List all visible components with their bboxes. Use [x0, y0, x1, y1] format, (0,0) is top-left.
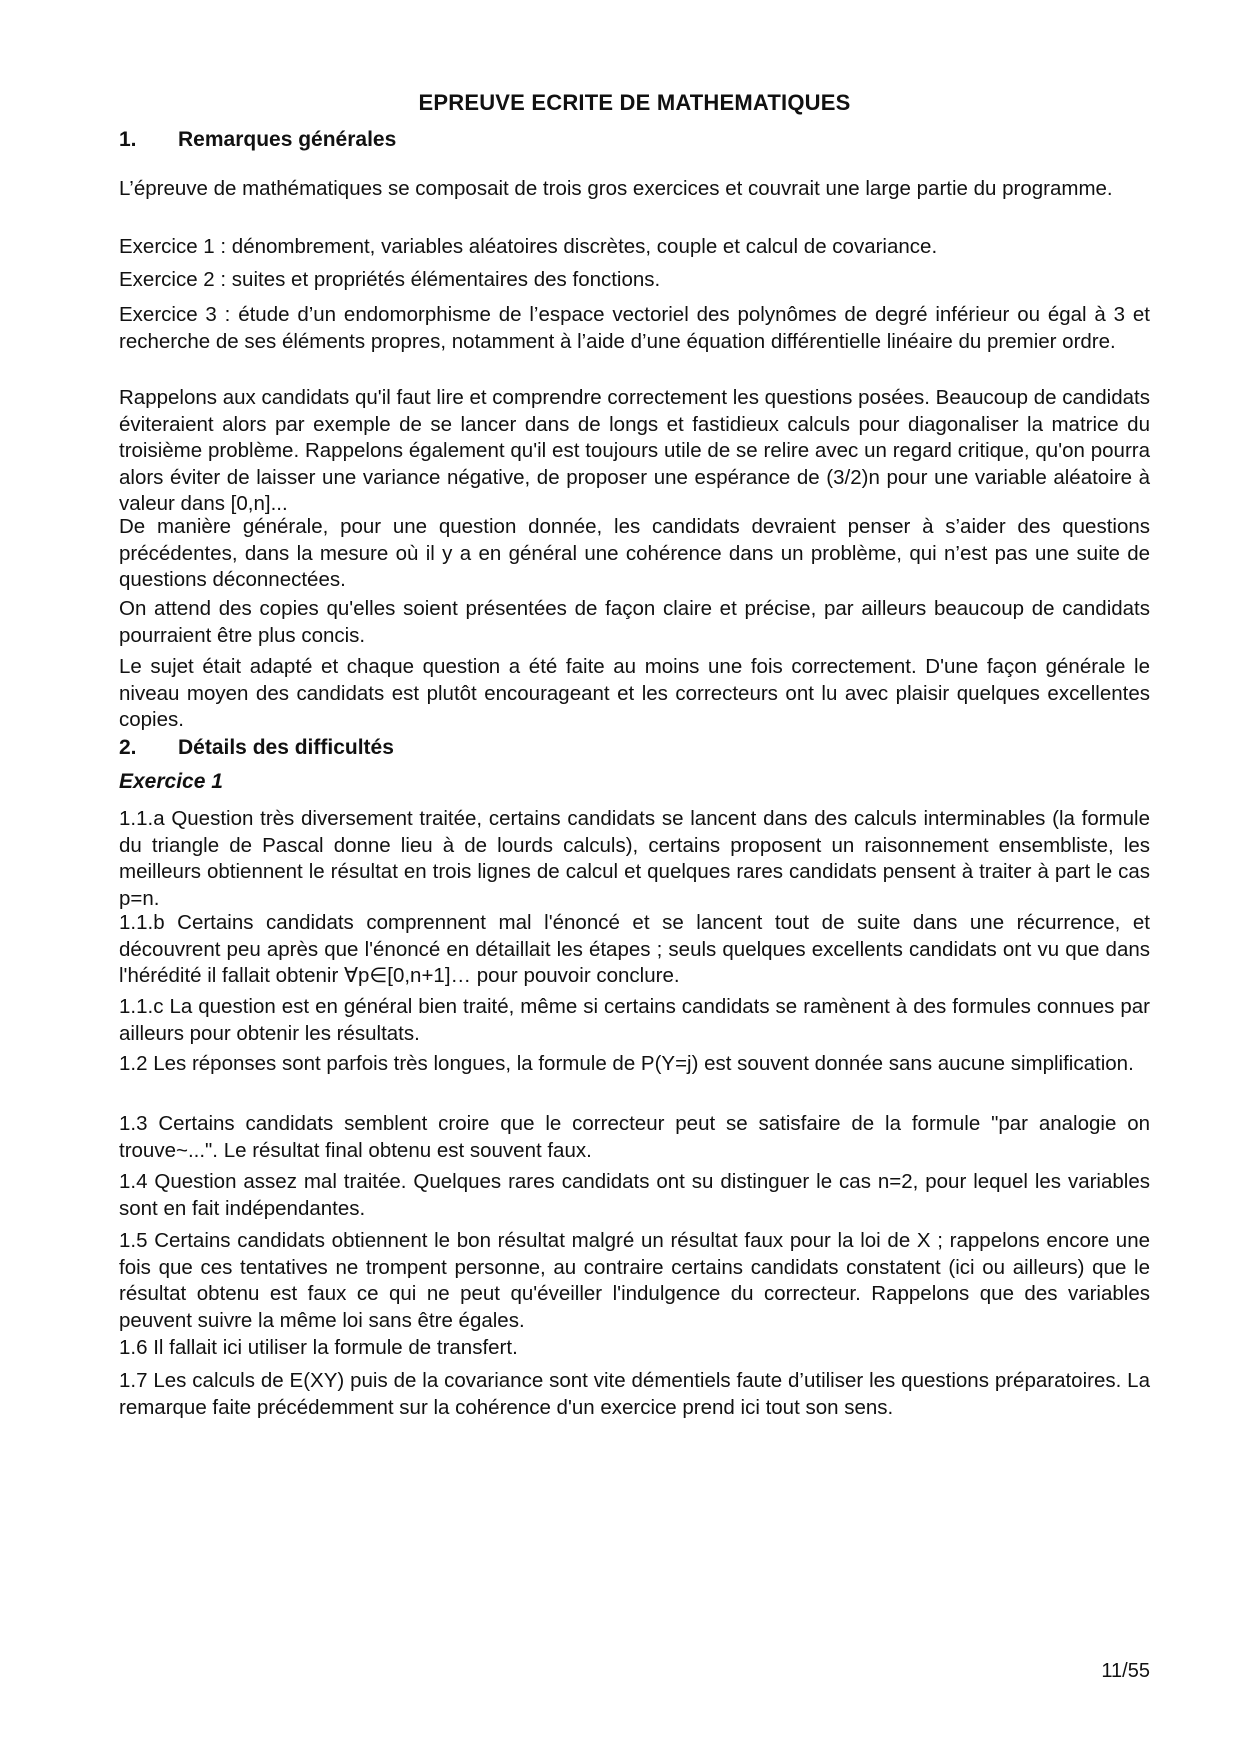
- paragraph-presentation-advice: On attend des copies qu'elles soient présentées de façon claire et précise, par ailleurs beaucoup de candidats pourraient être plus concis.: [119, 597, 1150, 647]
- paragraph-q1-7: 1.7 Les calculs de E(XY) puis de la covariance sont vite démentiels faute d’utiliser les questions préparatoires. La remarque faite précédemment sur la cohérence d'un exercice prend ici tout son sens.: [119, 1369, 1150, 1419]
- paragraph-q1-5: 1.5 Certains candidats obtiennent le bon résultat malgré un résultat faux pour la loi de X ; rappelons encore une fois que ces tentatives ne trompent personne, au contraire certains candidats constatent (ici ou ailleurs) que le résultat obtenu est faux ce qui ne peut qu'éveiller l'indulgence du correcteur. Rappelons que des variables peuvent suivre la même loi sans être égales.: [119, 1229, 1150, 1332]
- section-title: Détails des difficultés: [178, 736, 394, 759]
- section-number: 2.: [119, 736, 137, 759]
- paragraph-exercise3-summary: Exercice 3 : étude d’un endomorphisme de l’espace vectoriel des polynômes de degré inférieur ou égal à 3 et recherche de ses éléments propres, notamment à l’aide d’une équation différentielle linéaire du premier ordre.: [119, 303, 1150, 353]
- paragraph-reading-advice: Rappelons aux candidats qu'il faut lire et comprendre correctement les questions posées. Beaucoup de candidats éviteraient alors par exemple de se lancer dans de longs et fastidieux calculs pour diagonaliser la matrice du troisième problème. Rappelons également qu'il est toujours utile de se relire avec un regard critique, qu'on pourra alors éviter de laisser une variance négative, de proposer une espérance de (3/2)n pour une variable aléatoire à valeur dans [0,n]...: [119, 386, 1150, 515]
- document-title: EPREUVE ECRITE DE MATHEMATIQUES: [418, 90, 851, 115]
- section-title: Remarques générales: [178, 128, 397, 151]
- paragraph-q1-1-c: 1.1.c La question est en général bien traité, même si certains candidats se ramènent à des formules connues par ailleurs pour obtenir les résultats.: [119, 995, 1150, 1045]
- section-number: 1.: [119, 128, 137, 151]
- paragraph-q1-2: 1.2 Les réponses sont parfois très longues, la formule de P(Y=j) est souvent donnée sans aucune simplification.: [119, 1052, 1134, 1075]
- exercise-heading: Exercice 1: [119, 770, 223, 793]
- paragraph-overall-level: Le sujet était adapté et chaque question a été faite au moins une fois correctement. D'une façon générale le niveau moyen des candidats est plutôt encourageant et les correcteurs ont lu avec plaisir quelques excellentes copies.: [119, 655, 1150, 731]
- paragraph-q1-6: 1.6 Il fallait ici utiliser la formule de transfert.: [119, 1336, 518, 1359]
- paragraph-intro: L’épreuve de mathématiques se composait de trois gros exercices et couvrait une large partie du programme.: [119, 177, 1113, 200]
- paragraph-coherence-advice: De manière générale, pour une question donnée, les candidats devraient penser à s’aider des questions précédentes, dans la mesure où il y a en général une cohérence dans un problème, qui n’est pas une suite de questions déconnectées.: [119, 515, 1150, 591]
- section-heading-difficulties: [119, 736, 394, 760]
- paragraph-q1-1-b: 1.1.b Certains candidats comprennent mal l'énoncé et se lancent tout de suite dans une récurrence, et découvrent peu après que l'énoncé en détaillait les étapes ; seuls quelques excellents candidats ont vu que dans l'hérédité il fallait obtenir ∀p∈[0,n+1]… pour pouvoir conclure.: [119, 911, 1150, 987]
- document-page: [119, 0, 1150, 1754]
- paragraph-q1-1-a: 1.1.a Question très diversement traitée, certains candidats se lancent dans des calculs interminables (la formule du triangle de Pascal donne lieu à de lourds calculs), certains proposent un raisonnement ensembliste, les meilleurs obtiennent le résultat en trois lignes de calcul et quelques rares candidats pensent à traiter à part le cas p=n.: [119, 807, 1150, 910]
- paragraph-q1-3: 1.3 Certains candidats semblent croire que le correcteur peut se satisfaire de la formule "par analogie on trouve~...". Le résultat final obtenu est souvent faux.: [119, 1112, 1150, 1162]
- paragraph-exercise1-summary: Exercice 1 : dénombrement, variables aléatoires discrètes, couple et calcul de covariance.: [119, 235, 938, 258]
- section-heading-general-remarks: [119, 128, 396, 152]
- paragraph-q1-4: 1.4 Question assez mal traitée. Quelques rares candidats ont su distinguer le cas n=2, pour lequel les variables sont en fait indépendantes.: [119, 1170, 1150, 1220]
- paragraph-exercise2-summary: Exercice 2 : suites et propriétés élémentaires des fonctions.: [119, 268, 661, 291]
- page-number: 11/55: [1101, 1660, 1150, 1682]
